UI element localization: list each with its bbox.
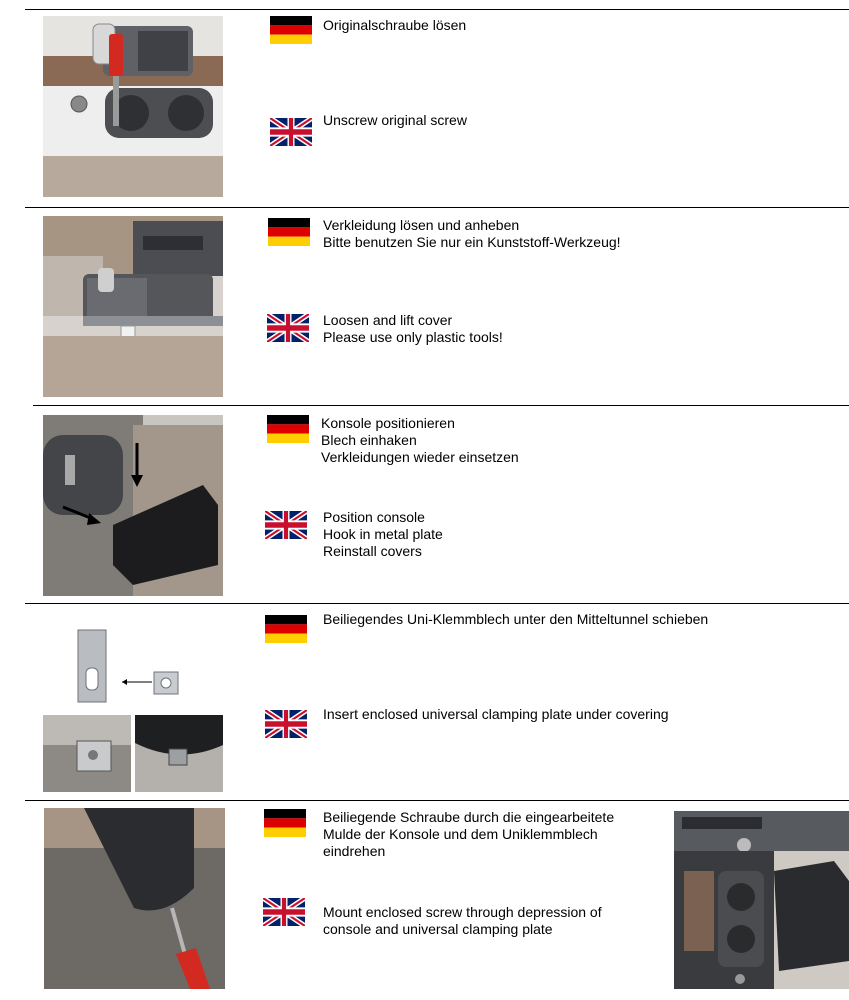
step-1 — [0, 0, 849, 205]
step-5-photo — [44, 808, 225, 989]
de-line: Beiliegendes Uni-Klemmblech unter den Mitteltunnel schieben — [323, 611, 709, 627]
uk-flag-icon — [267, 314, 309, 342]
de-line: Verkleidungen wieder einsetzen — [321, 449, 519, 465]
german-flag-icon — [270, 16, 312, 44]
en-line: console and universal clamping plate — [323, 921, 553, 937]
step-4-plate-photo — [60, 628, 185, 708]
uk-flag-icon — [265, 511, 307, 539]
de-line: Blech einhaken — [321, 432, 417, 448]
en-line: Hook in metal plate — [323, 526, 443, 542]
de-line: Bitte benutzen Sie nur ein Kunststoff-Werkzeug! — [323, 234, 621, 250]
de-line: Verkleidung lösen und anheben — [323, 217, 520, 233]
step-2 — [0, 208, 849, 405]
en-line: Unscrew original screw — [323, 112, 467, 128]
de-line: Konsole positionieren — [321, 415, 455, 431]
en-line: Mount enclosed screw through depression of — [323, 904, 602, 920]
en-line: Insert enclosed universal clamping plate under covering — [323, 706, 669, 722]
step-4-left-photo — [43, 715, 131, 792]
step-2-de-text — [323, 217, 621, 251]
en-line: Reinstall covers — [323, 543, 422, 559]
step-3 — [0, 406, 849, 603]
step-1-en-text — [323, 112, 467, 129]
german-flag-icon — [265, 615, 307, 643]
german-flag-icon — [268, 218, 310, 246]
en-line: Please use only plastic tools! — [323, 329, 503, 345]
step-4 — [0, 604, 849, 800]
step-5-de-text — [323, 809, 614, 860]
de-line: Originalschraube lösen — [323, 17, 467, 33]
en-line: Position console — [323, 509, 425, 525]
de-line: eindrehen — [323, 843, 386, 859]
step-3-de-text — [321, 415, 519, 466]
step-1-photo — [43, 16, 223, 197]
step-5-en-text — [323, 904, 602, 938]
uk-flag-icon — [265, 710, 307, 738]
step-4-en-text — [323, 706, 669, 723]
step-4-de-text — [323, 611, 708, 628]
step-3-en-text — [323, 509, 443, 560]
step-2-en-text — [323, 312, 503, 346]
german-flag-icon — [267, 415, 309, 443]
uk-flag-icon — [270, 118, 312, 146]
step-4-right-photo — [135, 715, 223, 792]
uk-flag-icon — [263, 898, 305, 926]
step-1-de-text — [323, 17, 466, 34]
de-line: Beiliegende Schraube durch die eingearbeitete — [323, 809, 615, 825]
german-flag-icon — [264, 809, 306, 837]
step-5 — [0, 801, 849, 1000]
step-3-photo — [43, 415, 223, 596]
en-line: Loosen and lift cover — [323, 312, 453, 328]
de-line: Mulde der Konsole und dem Uniklemmblech — [323, 826, 598, 842]
step-5-result-photo — [674, 811, 849, 989]
step-2-photo — [43, 216, 223, 397]
